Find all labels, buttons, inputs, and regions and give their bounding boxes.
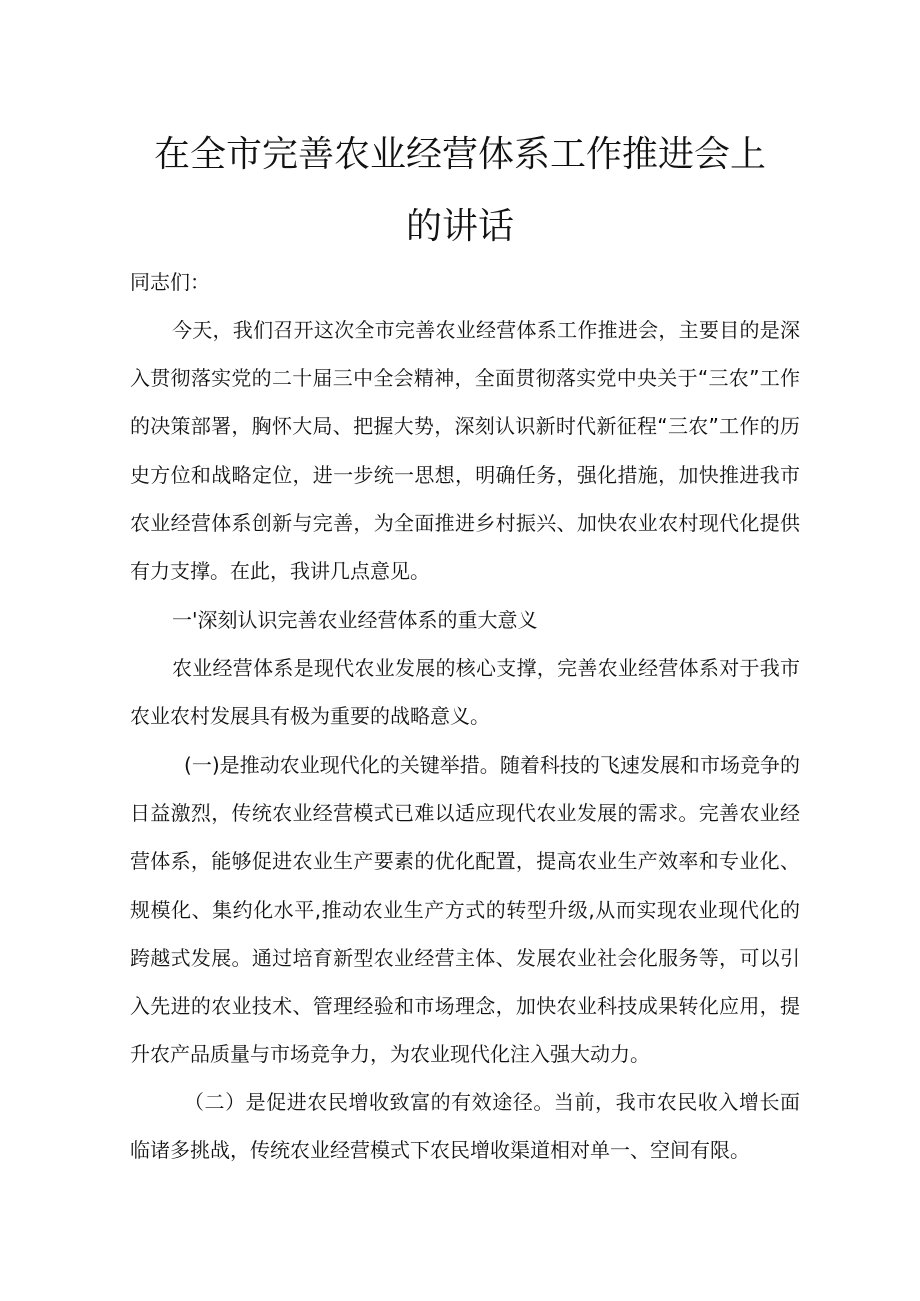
paragraph-point-1: (一)是推动农业现代化的关键举措。随着科技的飞速发展和市场竞争的日益激烈，传统农业经营模式已难以适应现代农业发展的需求。完善农业经营体系，能够促进农业生产要素的优化配置，提高农业生产效率和专业化、规模化、集约化水平,推动农业生产方式的转型升级,从而实现农业现代化的跨越式发展。通过培育新型农业经营主体、发展农业社会化服务等，可以引入先进的农业技术、管理经验和市场理念，加快农业科技成果转化应用，提升农产品质量与市场竞争力，为农业现代化注入强大动力。 — [130, 753, 800, 1067]
section-heading-1: 一'深刻认识完善农业经营体系的重大意义 — [172, 608, 538, 632]
paragraph-intro: 今天，我们召开这次全市完善农业经营体系工作推进会，主要目的是深入贯彻落实党的二十届三中全会精神，全面贯彻落实党中央关于“三农”工作的决策部署，胸怀大局、把握大势，深刻认识新时代新征程“三农”工作的历史方位和战略定位，进一步统一思想，明确任务，强化措施，加快推进我市农业经营体系创新与完善，为全面推进乡村振兴、加快农业农村现代化提供有力支撑。在此，我讲几点意见。 — [130, 318, 800, 584]
document-title-line2: 的讲话 — [405, 206, 514, 247]
paragraph-section-1-intro: 农业经营体系是现代农业发展的核心支撑，完善农业经营体系对于我市农业农村发展具有极为重要的战略意义。 — [130, 656, 800, 729]
document-title-line1: 在全市完善农业经营体系工作推进会上 — [153, 134, 766, 175]
greeting: 同志们： — [130, 270, 210, 294]
paragraph-point-2: （二）是促进农民增收致富的有效途径。当前，我市农民收入增长面临诸多挑战，传统农业经营模式下农民增收渠道相对单一、空间有限。 — [130, 1090, 800, 1163]
